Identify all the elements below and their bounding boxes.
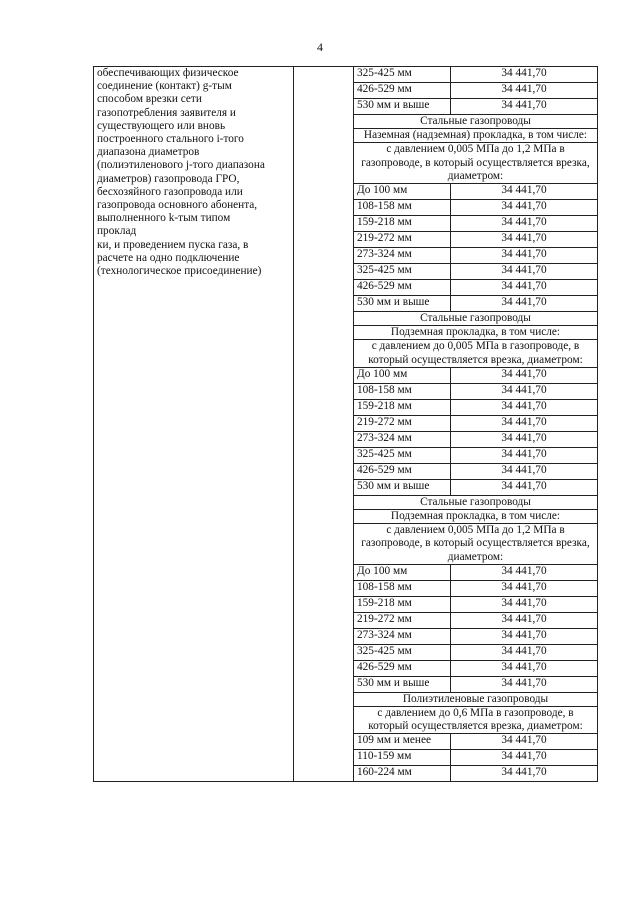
price-cell: 34 441,70: [451, 264, 598, 280]
diameter-cell: 325-425 мм: [354, 644, 451, 660]
diameter-cell: До 100 мм: [354, 564, 451, 580]
price-cell: 34 441,70: [451, 479, 598, 495]
price-cell: 34 441,70: [451, 447, 598, 463]
diameter-cell: 160-224 мм: [354, 766, 451, 782]
diameter-cell: 159-218 мм: [354, 216, 451, 232]
price-cell: 34 441,70: [451, 750, 598, 766]
diameter-cell: 219-272 мм: [354, 612, 451, 628]
section-header: Стальные газопроводы: [354, 495, 598, 509]
diameter-cell: 108-158 мм: [354, 580, 451, 596]
tariff-table: [93, 66, 598, 782]
diameter-cell: 219-272 мм: [354, 232, 451, 248]
diameter-cell: До 100 мм: [354, 184, 451, 200]
price-cell: 34 441,70: [451, 200, 598, 216]
section-header: с давлением 0,005 МПа до 1,2 МПа в газопроводе, в который осуществляется врезка, диаметром:: [354, 524, 598, 565]
price-cell: 34 441,70: [451, 415, 598, 431]
description-line: построенного стального i-того: [97, 133, 244, 146]
price-cell: 34 441,70: [451, 232, 598, 248]
price-cell: 34 441,70: [451, 612, 598, 628]
section-header: Стальные газопроводы: [354, 115, 598, 129]
price-cell: 34 441,70: [451, 644, 598, 660]
section-header: Подземная прокладка, в том числе:: [354, 326, 598, 340]
diameter-cell: 273-324 мм: [354, 628, 451, 644]
diameter-cell: 159-218 мм: [354, 596, 451, 612]
price-cell: 34 441,70: [451, 766, 598, 782]
description-line: бесхозяйного газопровода или: [97, 185, 243, 198]
section-header: с давлением 0,005 МПа до 1,2 МПа в газопроводе, в который осуществляется врезка, диаметром:: [354, 143, 598, 184]
price-cell: 34 441,70: [451, 676, 598, 692]
price-cell: 34 441,70: [451, 463, 598, 479]
price-cell: 34 441,70: [451, 628, 598, 644]
diameter-cell: 530 мм и выше: [354, 479, 451, 495]
diameter-cell: 325-425 мм: [354, 264, 451, 280]
price-cell: 34 441,70: [451, 431, 598, 447]
section-header: Полиэтиленовые газопроводы: [354, 692, 598, 706]
description-line: газопотребления заявителя и: [97, 106, 236, 119]
price-cell: 34 441,70: [451, 660, 598, 676]
description-line: ки, и проведением пуска газа, в: [97, 238, 249, 251]
diameter-cell: 426-529 мм: [354, 83, 451, 99]
diameter-cell: 530 мм и выше: [354, 296, 451, 312]
diameter-cell: 426-529 мм: [354, 463, 451, 479]
price-cell: 34 441,70: [451, 184, 598, 200]
price-cell: 34 441,70: [451, 399, 598, 415]
price-cell: 34 441,70: [451, 734, 598, 750]
description-line: диапазона диаметров: [97, 146, 200, 159]
diameter-cell: 109 мм и менее: [354, 734, 451, 750]
service-description: [94, 67, 294, 782]
diameter-cell: 273-324 мм: [354, 248, 451, 264]
description-line: расчете на одно подключение: [97, 251, 240, 264]
price-cell: 34 441,70: [451, 67, 598, 83]
diameter-cell: 530 мм и выше: [354, 99, 451, 115]
diameter-cell: До 100 мм: [354, 367, 451, 383]
price-cell: 34 441,70: [451, 280, 598, 296]
price-cell: 34 441,70: [451, 580, 598, 596]
table-row: [94, 67, 598, 83]
description-line: выполненного k-тым типом: [97, 212, 231, 225]
price-cell: 34 441,70: [451, 99, 598, 115]
diameter-cell: 159-218 мм: [354, 399, 451, 415]
description-line: существующего или вновь: [97, 119, 226, 132]
section-header: Подземная прокладка, в том числе:: [354, 510, 598, 524]
section-header: с давлением до 0,6 МПа в газопроводе, в который осуществляется врезка, диаметром:: [354, 707, 598, 734]
section-header: с давлением до 0,005 МПа в газопроводе, в который осуществляется врезка, диаметром:: [354, 340, 598, 367]
description-line: способом врезки сети: [97, 93, 202, 106]
description-line: (полиэтиленового j-того диапазона: [97, 159, 265, 172]
diameter-cell: 108-158 мм: [354, 200, 451, 216]
price-cell: 34 441,70: [451, 564, 598, 580]
description-line: проклад: [97, 225, 137, 238]
description-line: газопровода основного абонента,: [97, 199, 258, 212]
description-line: (технологическое присоединение): [97, 265, 262, 278]
description-line: соединение (контакт) g-тым: [97, 80, 232, 93]
diameter-cell: 325-425 мм: [354, 447, 451, 463]
empty-column: [294, 67, 354, 782]
diameter-cell: 426-529 мм: [354, 280, 451, 296]
section-header: Стальные газопроводы: [354, 312, 598, 326]
price-cell: 34 441,70: [451, 248, 598, 264]
diameter-cell: 325-425 мм: [354, 67, 451, 83]
price-cell: 34 441,70: [451, 367, 598, 383]
section-header: Наземная (надземная) прокладка, в том числе:: [354, 129, 598, 143]
price-cell: 34 441,70: [451, 83, 598, 99]
price-cell: 34 441,70: [451, 296, 598, 312]
price-cell: 34 441,70: [451, 216, 598, 232]
description-line: обеспечивающих физическое: [97, 67, 239, 79]
price-cell: 34 441,70: [451, 596, 598, 612]
description-line: диаметров) газопровода ГРО,: [97, 172, 240, 185]
diameter-cell: 108-158 мм: [354, 383, 451, 399]
diameter-cell: 110-159 мм: [354, 750, 451, 766]
page-number: 4: [317, 40, 323, 54]
diameter-cell: 530 мм и выше: [354, 676, 451, 692]
diameter-cell: 426-529 мм: [354, 660, 451, 676]
diameter-cell: 219-272 мм: [354, 415, 451, 431]
diameter-cell: 273-324 мм: [354, 431, 451, 447]
price-cell: 34 441,70: [451, 383, 598, 399]
